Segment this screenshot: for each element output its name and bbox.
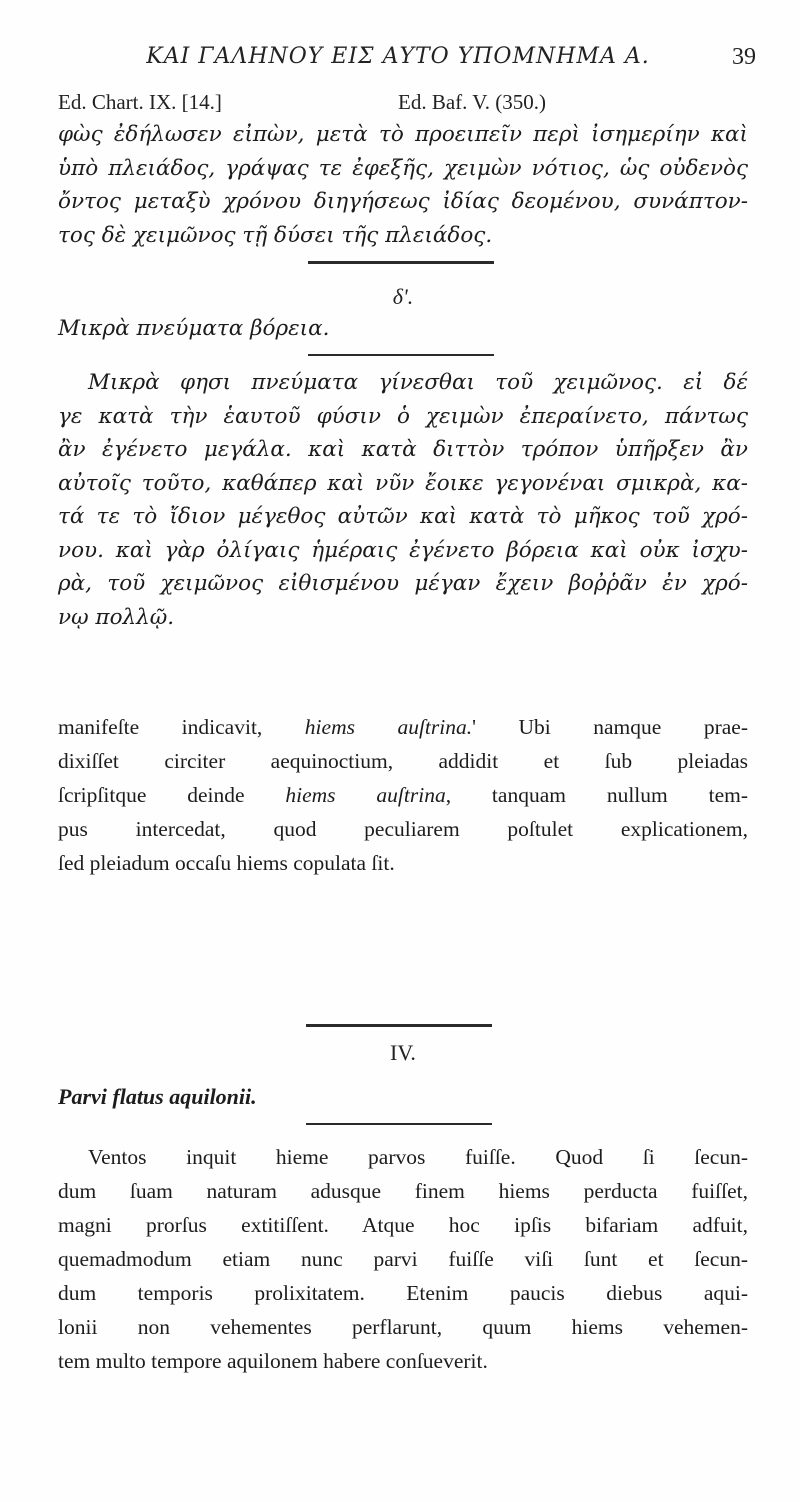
section-divider: [308, 261, 494, 264]
greek-line: ὑπὸ πλειάδος, γράψας τε ἐφεξῆς, χειμὼν νότιος, ὡς οὐδενὸς: [58, 155, 748, 181]
latin-section-heading: [58, 1040, 748, 1070]
section-divider: [306, 1123, 492, 1125]
greek-section-title: Μικρὰ πνεύματα βόρεια.: [58, 316, 330, 341]
latin-line: pus intercedat, quod peculiarem poſtulet explicationem,: [58, 817, 748, 841]
latin-line: quemadmodum etiam nunc parvi fuiſſe viſi ſunt et ſecun-: [58, 1247, 748, 1271]
greek-line: ρὰ, τοῦ χειμῶνος εἰθισμένου μέγαν ἔχειν βοῤῥᾶν ἐν χρό-: [58, 571, 748, 596]
latin-line: dum temporis prolixitatem. Etenim paucis diebus aqui-: [58, 1281, 748, 1305]
chartier-edition-ref: Ed. Chart. IX. [14.]: [58, 90, 222, 114]
page-number: 39: [732, 44, 756, 70]
latin-text: , tanquam nullum tem-: [445, 783, 748, 807]
greek-line: ἂν ἐγένετο μεγάλα. καὶ κατὰ διττὸν τρόπον ὑπῆρξεν ἂν: [58, 437, 748, 462]
greek-section-body: [58, 366, 748, 634]
latin-line: lonii non vehementes perflarunt, quum hiems vehemen-: [58, 1315, 748, 1339]
latin-line: ſed pleiadum occaſu hiems copulata ſit.: [58, 851, 395, 875]
greek-line: Μικρὰ φησι πνεύματα γίνεσθαι τοῦ χειμῶνος. εἰ δέ: [88, 370, 748, 395]
greek-section-number: δ'.: [392, 284, 414, 309]
greek-line: ὄντος μεταξὺ χρόνου διηγήσεως ἰδίας δεομένου, συνάπτον-: [58, 189, 748, 214]
basel-edition-ref: Ed. Baf. V. (350.): [398, 90, 546, 114]
running-head: ΚΑΙ ΓΑΛΗΝΟΥ ΕΙΣ ΑΥΤΟ ΥΠΟΜΝΗΜΑ Α.: [146, 44, 650, 69]
latin-line: [58, 778, 748, 812]
latin-quote: hiems auſtrina: [285, 783, 446, 807]
greek-section-heading: [58, 280, 748, 310]
latin-text: manifeſte indicavit,: [58, 715, 305, 739]
latin-line: tem multo tempore aquilonem habere conſueverit.: [58, 1349, 488, 1373]
greek-line: γε κατὰ τὴν ἑαυτοῦ φύσιν ὁ χειμὼν ἐπεραίνετο, πάντως: [58, 403, 748, 429]
greek-line: νου. καὶ γὰρ ὀλίγαις ἡμέραις ἐγένετο βόρεια καὶ οὐκ ἰσχυ-: [58, 537, 748, 563]
latin-quote: hiems auſtrina.: [304, 715, 473, 739]
section-divider: [306, 1024, 492, 1027]
latin-text: ' Ubi namque prae-: [472, 715, 748, 739]
latin-line: dixiſſet circiter aequinoctium, addidit et ſub pleiadas: [58, 749, 748, 773]
greek-line: φὼς ἐδήλωσεν εἰπὼν, μετὰ τὸ προειπεῖν περὶ ἰσημερίην καὶ: [58, 122, 748, 147]
latin-text: ſcripſitque deinde: [58, 783, 286, 807]
latin-section-title: Parvi flatus aquilonii.: [58, 1084, 257, 1109]
latin-section-number: IV.: [390, 1040, 416, 1065]
greek-line: νῳ πολλῷ.: [58, 604, 175, 630]
latin-section-body: [58, 1140, 748, 1378]
latin-line: magni prorſus extitiſſent. Atque hoc ipſis bifariam adfuit,: [58, 1213, 748, 1237]
latin-line: dum ſuam naturam adusque finem hiems perducta fuiſſet,: [58, 1179, 748, 1203]
latin-line: [58, 710, 748, 744]
greek-line: τά τε τὸ ἴδιον μέγεθος αὐτῶν καὶ κατὰ τὸ μῆκος τοῦ χρό-: [58, 504, 748, 529]
greek-line: τος δὲ χειμῶνος τῇ δύσει τῆς πλειάδος.: [58, 222, 493, 248]
section-divider: [308, 354, 494, 356]
latin-line: Ventos inquit hieme parvos fuiſſe. Quod ſi ſecun-: [88, 1145, 748, 1169]
greek-line: αὐτοῖς τοῦτο, καθάπερ καὶ νῦν ἔοικε γεγονέναι σμικρὰ, κα-: [58, 470, 748, 496]
greek-intro-paragraph: [58, 118, 748, 252]
latin-intro-paragraph: [58, 710, 748, 880]
